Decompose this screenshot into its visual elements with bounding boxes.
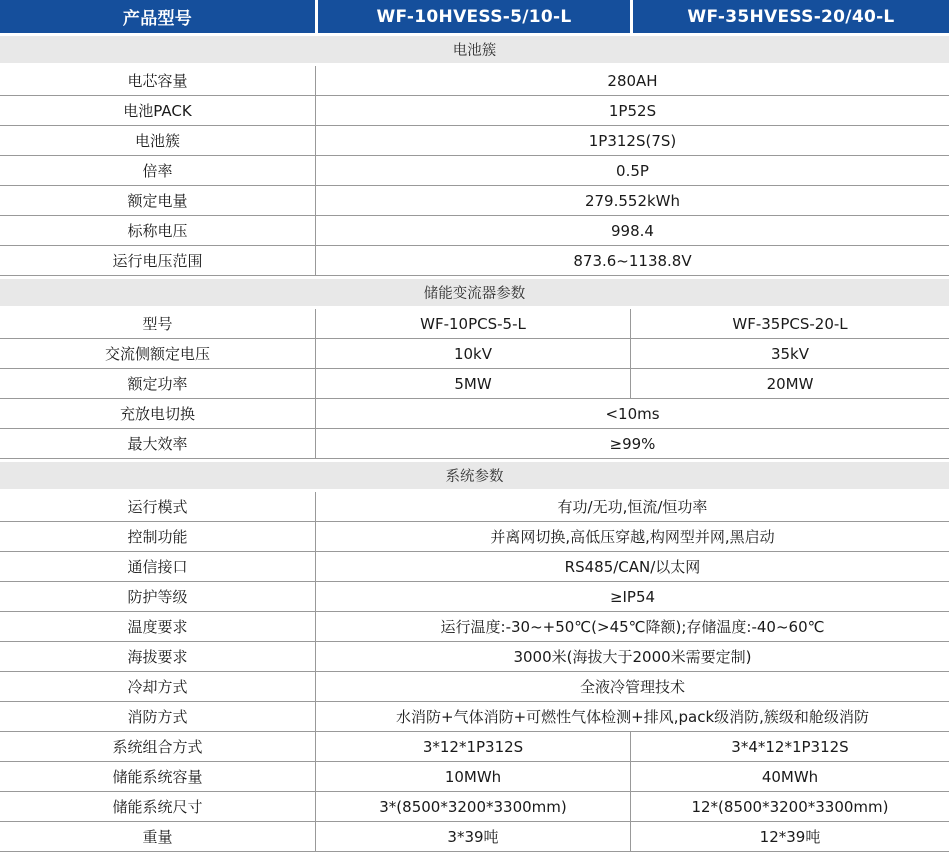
table-row — [0, 309, 949, 339]
row-value-model-1: 10kV — [316, 339, 631, 368]
table-row — [0, 732, 949, 762]
row-value: 并离网切换,高低压穿越,构网型并网,黑启动 — [490, 528, 775, 546]
row-value: 279.552kWh — [584, 191, 681, 210]
table-row — [0, 339, 949, 369]
model-column-header-2: WF-35HVESS-20/40-L — [633, 0, 949, 33]
table-row — [0, 399, 949, 429]
table-row — [0, 762, 949, 792]
table-row — [0, 96, 949, 126]
row-value: 1P312S(7S) — [588, 131, 677, 150]
row-label: 型号 — [0, 309, 316, 338]
row-label: 控制功能 — [0, 522, 316, 551]
section-title-system-parameters: 系统参数 — [0, 462, 949, 489]
row-value-model-1: 5MW — [316, 369, 631, 398]
row-value: 水消防+气体消防+可燃性气体检测+排风,pack级消防,簇级和舱级消防 — [396, 708, 869, 726]
row-value: 280AH — [607, 71, 658, 90]
row-label: 重量 — [0, 822, 316, 851]
row-value-model-2: 3*4*12*1P312S — [731, 737, 849, 756]
row-label: 电池簇 — [0, 126, 316, 155]
row-value: 0.5P — [616, 161, 649, 180]
row-value-model-1: 10MWh — [316, 762, 631, 791]
row-label: 温度要求 — [0, 612, 316, 641]
row-label: 消防方式 — [0, 702, 316, 731]
row-label: 最大效率 — [0, 429, 316, 458]
table-row — [0, 156, 949, 186]
table-row — [0, 552, 949, 582]
row-label: 储能系统尺寸 — [0, 792, 316, 821]
section-title-battery-cluster: 电池簇 — [0, 36, 949, 63]
row-value-model-1: 3*39吨 — [316, 822, 631, 851]
section-title-pcs-parameters: 储能变流器参数 — [0, 279, 949, 306]
table-row — [0, 792, 949, 822]
table-row — [0, 612, 949, 642]
row-label: 交流侧额定电压 — [0, 339, 316, 368]
model-column-header-1: WF-10HVESS-5/10-L — [318, 0, 630, 33]
table-row — [0, 246, 949, 276]
table-header-row — [0, 0, 949, 33]
row-value: 998.4 — [611, 221, 654, 240]
row-label: 额定功率 — [0, 369, 316, 398]
row-label: 冷却方式 — [0, 672, 316, 701]
row-value-model-1: 3*12*1P312S — [316, 732, 631, 761]
row-value: <10ms — [605, 404, 660, 423]
table-row — [0, 126, 949, 156]
row-value-model-2: 40MWh — [761, 767, 819, 786]
row-value-model-2: 12*39吨 — [759, 828, 821, 846]
table-row — [0, 582, 949, 612]
table-row — [0, 702, 949, 732]
row-value: 有功/无功,恒流/恒功率 — [557, 498, 708, 516]
row-label: 电芯容量 — [0, 66, 316, 95]
row-value: RS485/CAN/以太网 — [564, 558, 701, 576]
table-row — [0, 492, 949, 522]
row-label: 倍率 — [0, 156, 316, 185]
row-value-model-1: 3*(8500*3200*3300mm) — [316, 792, 631, 821]
row-label: 充放电切换 — [0, 399, 316, 428]
row-value-model-2: 12*(8500*3200*3300mm) — [691, 797, 889, 816]
row-label: 通信接口 — [0, 552, 316, 581]
row-label: 运行电压范围 — [0, 246, 316, 275]
row-value: 1P52S — [608, 101, 657, 120]
row-label: 海拔要求 — [0, 642, 316, 671]
table-row — [0, 369, 949, 399]
row-value-model-2: WF-35PCS-20-L — [732, 314, 848, 333]
table-row — [0, 672, 949, 702]
table-row — [0, 66, 949, 96]
table-row — [0, 522, 949, 552]
row-label: 电池PACK — [0, 96, 316, 125]
row-label: 系统组合方式 — [0, 732, 316, 761]
row-label: 防护等级 — [0, 582, 316, 611]
row-value-model-2: 20MW — [766, 374, 814, 393]
row-label: 额定电量 — [0, 186, 316, 215]
product-model-header: 产品型号 — [0, 0, 315, 33]
row-value: 运行温度:-30~+50℃(>45℃降额);存储温度:-40~60℃ — [440, 618, 825, 636]
row-value: ≥99% — [609, 434, 656, 453]
row-label: 储能系统容量 — [0, 762, 316, 791]
row-value: ≥IP54 — [609, 587, 656, 606]
table-row — [0, 429, 949, 459]
row-value: 3000米(海拔大于2000米需要定制) — [513, 648, 752, 666]
row-value: 全液冷管理技术 — [579, 678, 685, 696]
table-row — [0, 822, 949, 852]
table-row — [0, 216, 949, 246]
row-label: 运行模式 — [0, 492, 316, 521]
row-value-model-2: 35kV — [770, 344, 810, 363]
row-value-model-1: WF-10PCS-5-L — [316, 309, 631, 338]
table-row — [0, 186, 949, 216]
row-label: 标称电压 — [0, 216, 316, 245]
row-value: 873.6~1138.8V — [573, 251, 692, 270]
table-row — [0, 642, 949, 672]
